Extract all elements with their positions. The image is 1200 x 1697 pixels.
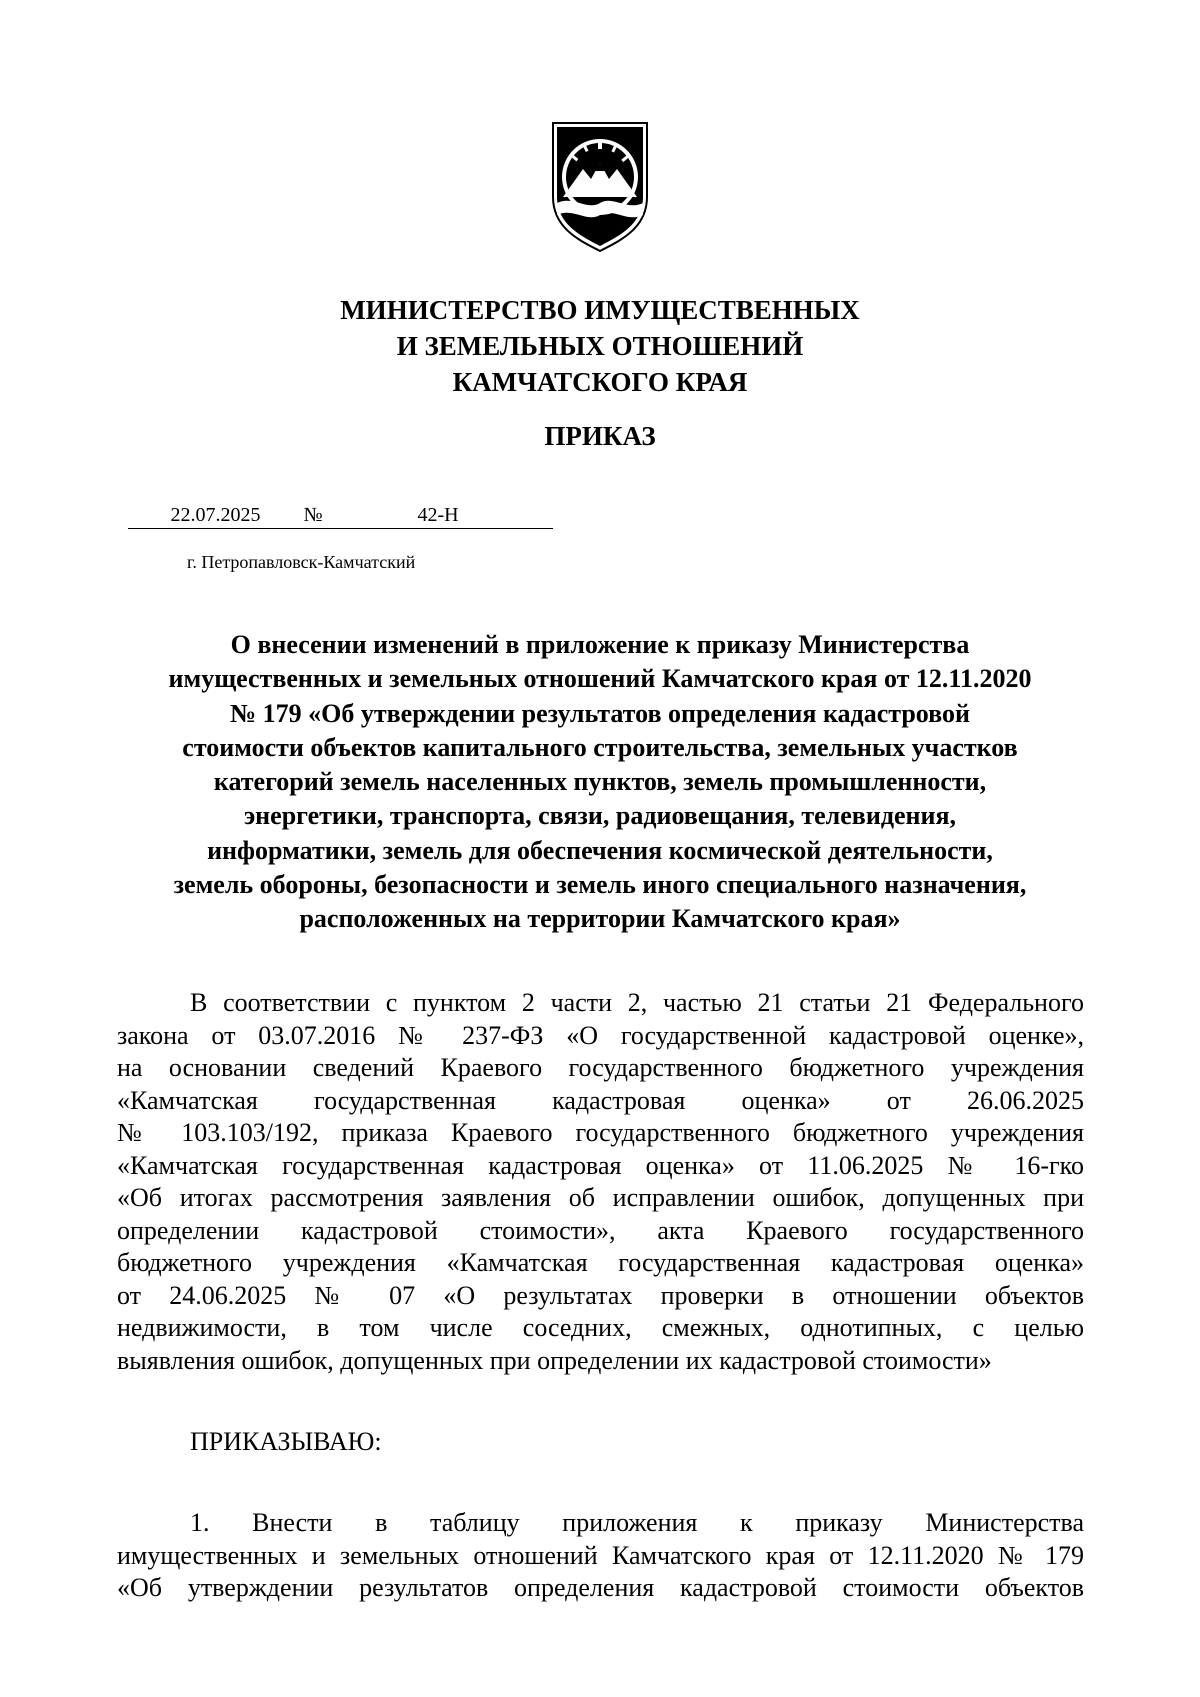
- ministry-line: МИНИСТЕРСТВО ИМУЩЕСТВЕННЫХ: [340, 295, 860, 325]
- city-line: г. Петропавловск-Камчатский: [187, 552, 416, 572]
- document-type: ПРИКАЗ: [544, 421, 656, 451]
- paragraph-line: недвижимости, в том числе соседних, смежных, однотипных, с целью: [117, 1313, 1084, 1342]
- coat-of-arms-icon: [549, 119, 651, 252]
- subject-line: № 179 «Об утверждении результатов определения кадастровой: [230, 698, 970, 728]
- paragraph-line: «Камчатская государственная кадастровая оценка» от 26.06.2025: [117, 1085, 1084, 1115]
- paragraph-line: от 24.06.2025 № 07 «О результатах проверки в отношении объектов: [117, 1280, 1084, 1310]
- subject-line: земель обороны, безопасности и земель иного специального назначения,: [173, 870, 1027, 900]
- subject-line: стоимости объектов капитального строительства, земельных участков: [182, 732, 1018, 762]
- paragraph-line: выявления ошибок, допущенных при определении их кадастровой стоимости»: [117, 1345, 992, 1375]
- order-number: 42-Н: [323, 502, 553, 529]
- paragraph-line: «Об утверждении результатов определения кадастровой стоимости объектов: [117, 1573, 1084, 1602]
- paragraph-line: закона от 03.07.2016 № 237-ФЗ «О государственной кадастровой оценке»,: [117, 1020, 1084, 1050]
- paragraph-line: 1. Внести в таблицу приложения к приказу Министерства: [190, 1508, 1084, 1537]
- order-date: 22.07.2025: [128, 502, 303, 529]
- paragraph-line: бюджетного учреждения «Камчатская государственная кадастровая оценка»: [117, 1248, 1084, 1277]
- subject-line: энергетики, транспорта, связи, радиовещания, телевидения,: [243, 801, 957, 831]
- paragraph-line: № 103.103/192, приказа Краевого государственного бюджетного учреждения: [117, 1118, 1084, 1147]
- subject-line: информатики, земель для обеспечения космической деятельности,: [207, 835, 993, 865]
- paragraph-line: «Камчатская государственная кадастровая оценка» от 11.06.2025 № 16-гко: [117, 1150, 1084, 1180]
- paragraph-line: В соответствии с пунктом 2 части 2, частью 21 статьи 21 Федерального: [190, 988, 1084, 1017]
- subject-line: категорий земель населенных пунктов, земель промышленности,: [213, 767, 987, 797]
- paragraph-line: определении кадастровой стоимости», акта Краевого государственного: [117, 1215, 1084, 1245]
- paragraph-line: на основании сведений Краевого государственного бюджетного учреждения: [117, 1053, 1084, 1082]
- item-1-paragraph: [117, 1507, 1084, 1605]
- paragraph-line: имущественных и земельных отношений Камчатского края от 12.11.2020 № 179: [117, 1540, 1084, 1570]
- subject-line: расположенных на территории Камчатского края»: [299, 904, 901, 934]
- ministry-line: И ЗЕМЕЛЬНЫХ ОТНОШЕНИЙ: [396, 331, 804, 361]
- ministry-title: [150, 292, 1050, 400]
- number-sign: №: [303, 502, 323, 529]
- order-word: ПРИКАЗЫВАЮ:: [190, 1427, 382, 1456]
- date-number-line: [128, 502, 553, 529]
- subject-line: имущественных и земельных отношений Камчатского края от 12.11.2020: [168, 664, 1032, 694]
- preamble-paragraph: [117, 987, 1084, 1377]
- ministry-line: КАМЧАТСКОГО КРАЯ: [452, 367, 748, 397]
- paragraph-line: «Об итогах рассмотрения заявления об исправлении ошибок, допущенных при: [117, 1183, 1084, 1212]
- subject-line: О внесении изменений в приложение к приказу Министерства: [230, 630, 970, 659]
- order-subject: [120, 628, 1080, 937]
